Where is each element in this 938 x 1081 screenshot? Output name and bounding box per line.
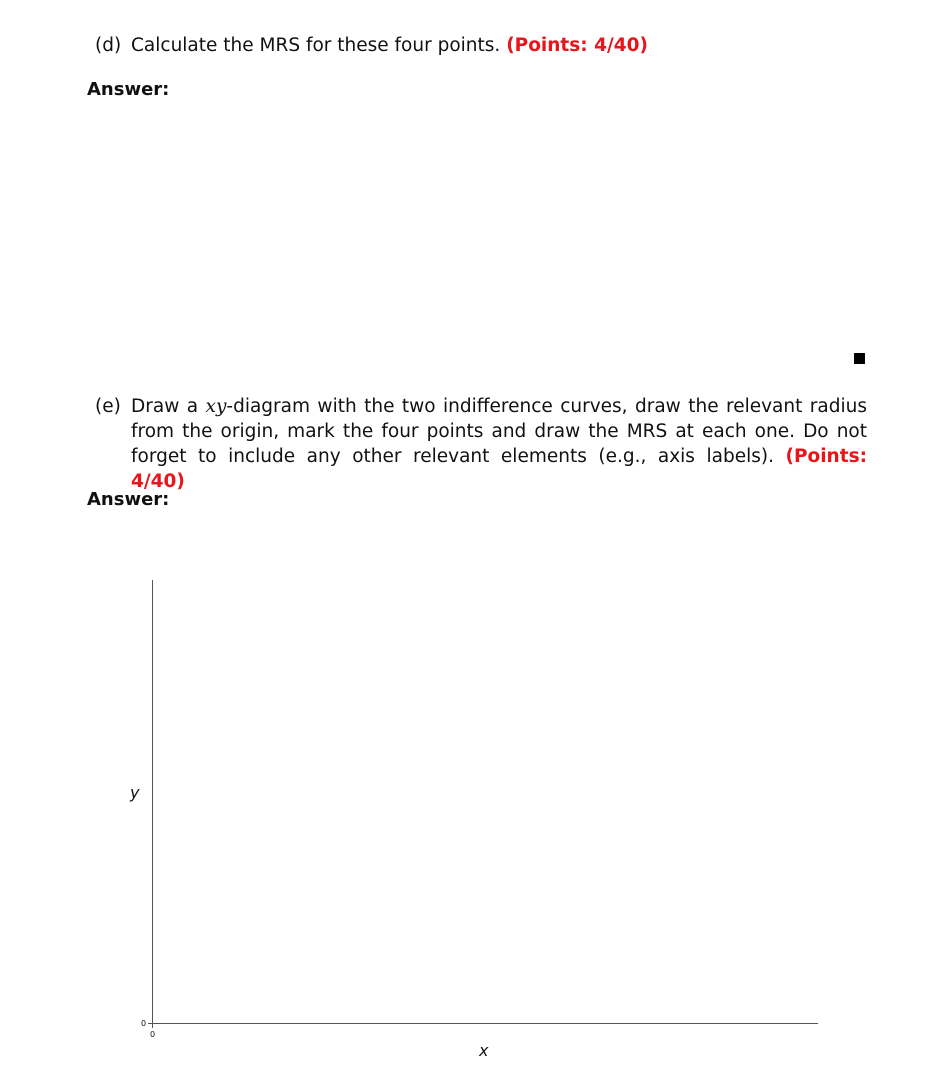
- y-axis-label: y: [130, 783, 140, 802]
- x-axis-label: x: [479, 1041, 489, 1060]
- question-e-points: (Points: 4/40): [131, 446, 867, 492]
- question-e-xy: xy: [205, 396, 227, 417]
- question-e-text-before: Draw a: [131, 396, 206, 417]
- y-tick-label-0: 0: [141, 1019, 147, 1028]
- question-d-points: (Points: 4/40): [506, 35, 648, 56]
- x-tick-label-0: 0: [150, 1030, 156, 1039]
- answer-label-d: Answer:: [87, 79, 170, 100]
- question-d-label: (d): [95, 35, 122, 56]
- question-e-label: (e): [95, 396, 121, 417]
- answer-label-e: Answer:: [87, 489, 170, 510]
- question-e-text-after: -diagram with the two indifference curves, draw the relevant radius from the origin, mark the four points and draw the MRS at each one. Do not forget to include any other relevant elements (e.g., axis labels).: [131, 396, 867, 467]
- question-d-text: Calculate the MRS for these four points.: [131, 35, 501, 56]
